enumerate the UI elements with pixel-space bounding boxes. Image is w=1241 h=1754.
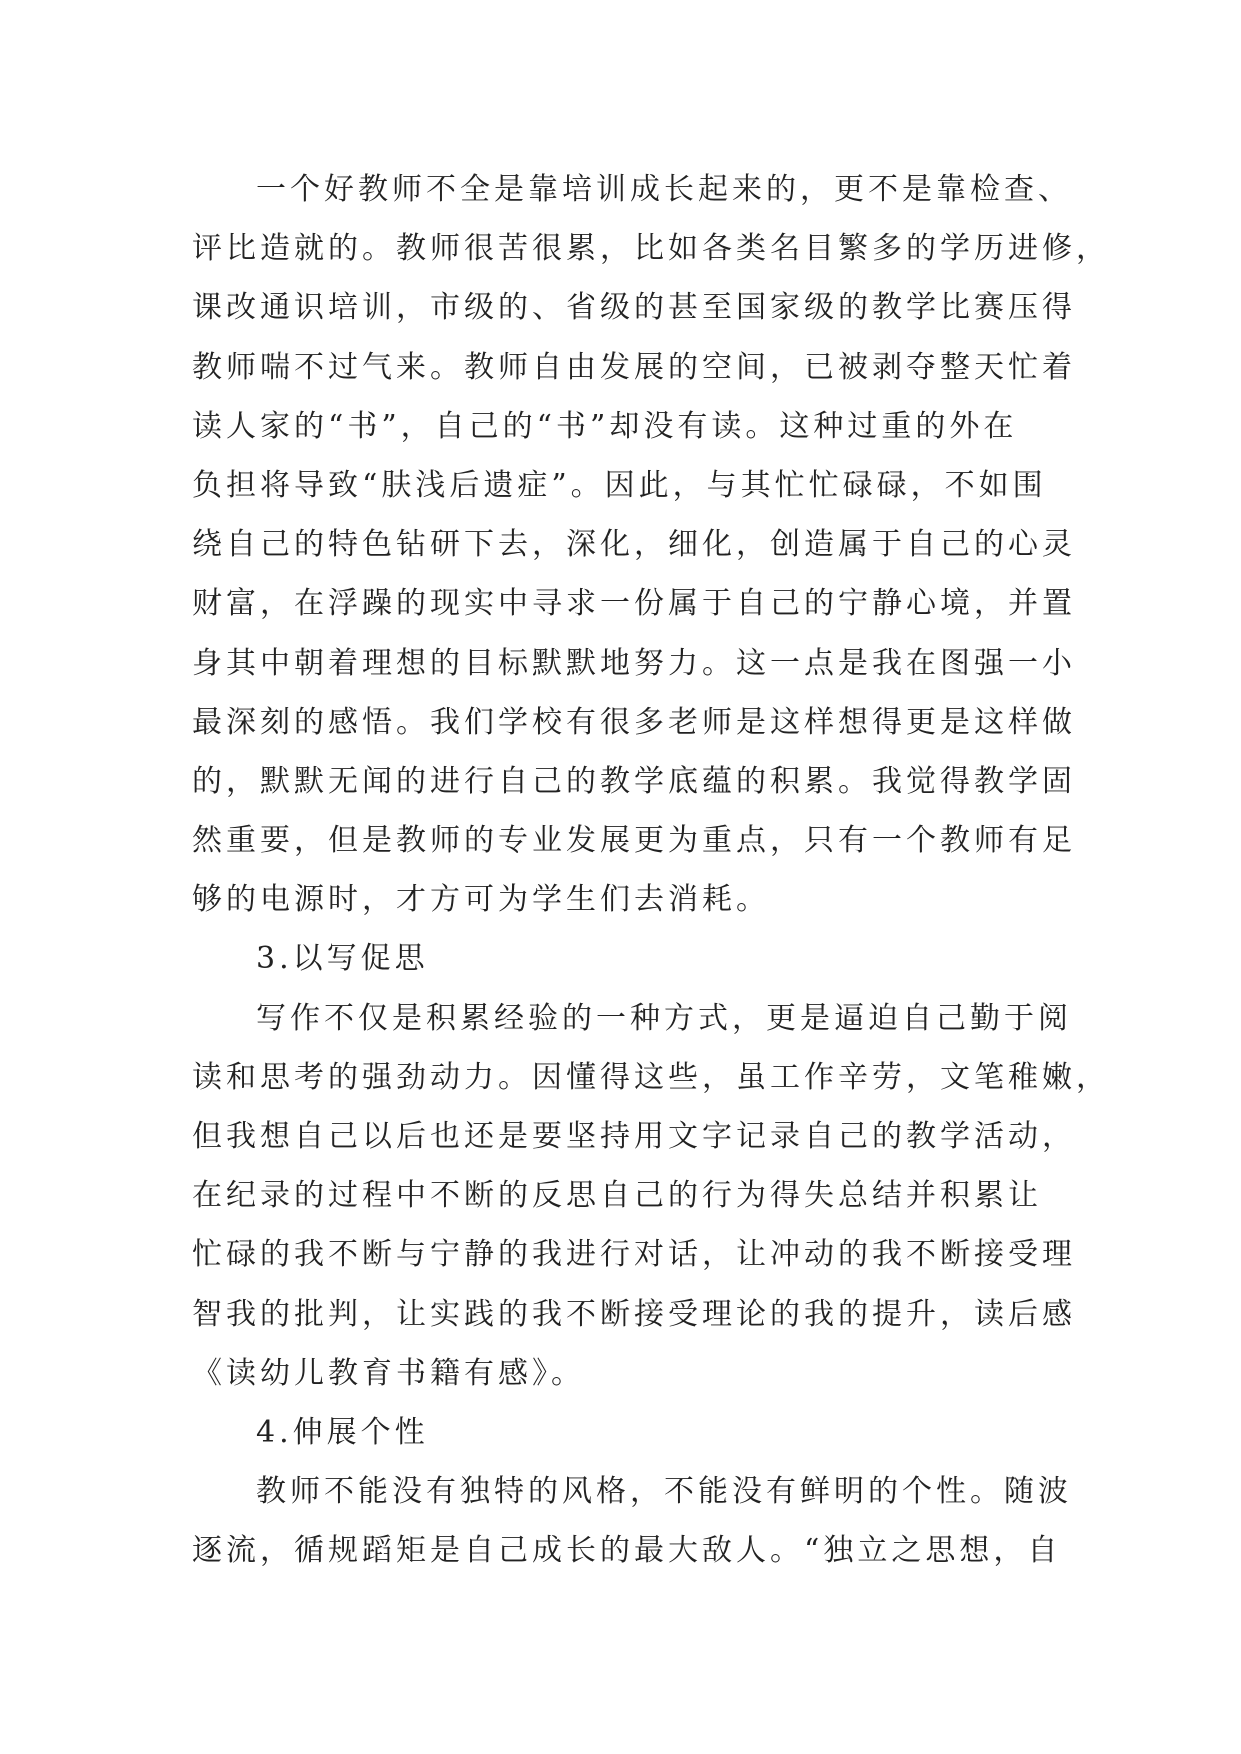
text-line: 读和思考的强劲动力。因懂得这些，虽工作辛劳，文笔稚嫩， xyxy=(192,1059,1110,1095)
text-line: 忙碌的我不断与宁静的我进行对话，让冲动的我不断接受理 xyxy=(192,1237,1076,1273)
text-line: 读人家的“书”，自己的“书”却没有读。这种过重的外在 xyxy=(192,408,1018,444)
text-line: 3.以写促思 xyxy=(256,941,429,977)
text-line: 一个好教师不全是靠培训成长起来的，更不是靠检查、 xyxy=(256,172,1072,207)
text-line: 负担将导致“肤浅后遗症”。因此，与其忙忙碌碌，不如围 xyxy=(192,467,1047,503)
text-line: 写作不仅是积累经验的一种方式，更是逼迫自己勤于阅 xyxy=(256,1000,1072,1036)
text-line: 4.伸展个性 xyxy=(256,1414,429,1450)
text-line: 智我的批判，让实践的我不断接受理论的我的提升，读后感 xyxy=(192,1296,1076,1332)
text-line: 身其中朝着理想的目标默默地努力。这一点是我在图强一小 xyxy=(192,645,1076,681)
text-line: 逐流，循规蹈矩是自己成长的最大敌人。“独立之思想，自 xyxy=(192,1533,1062,1569)
text-line: 在纪录的过程中不断的反思自己的行为得失总结并积累让 xyxy=(192,1178,1042,1214)
text-line: 《读幼儿教育书籍有感》。 xyxy=(192,1355,585,1391)
text-line: 教师喘不过气来。教师自由发展的空间，已被剥夺整天忙着 xyxy=(192,349,1076,385)
text-line: 最深刻的感悟。我们学校有很多老师是这样想得更是这样做 xyxy=(192,704,1076,740)
text-line: 课改通识培训，市级的、省级的甚至国家级的教学比赛压得 xyxy=(192,290,1076,326)
text-line: 然重要，但是教师的专业发展更为重点，只有一个教师有足 xyxy=(192,823,1076,859)
text-line: 但我想自己以后也还是要坚持用文字记录自己的教学活动， xyxy=(192,1119,1076,1154)
text-line: 绕自己的特色钻研下去，深化，细化，创造属于自己的心灵 xyxy=(192,527,1076,563)
text-line: 教师不能没有独特的风格，不能没有鲜明的个性。随波 xyxy=(256,1474,1072,1510)
document-page xyxy=(192,160,1110,1581)
text-line: 的，默默无闻的进行自己的教学底蕴的积累。我觉得教学固 xyxy=(192,763,1076,799)
text-line: 评比造就的。教师很苦很累，比如各类名目繁多的学历进修， xyxy=(192,231,1110,267)
text-line: 够的电源时，才方可为学生们去消耗。 xyxy=(192,882,770,918)
text-line: 财富，在浮躁的现实中寻求一份属于自己的宁静心境，并置 xyxy=(192,586,1076,622)
